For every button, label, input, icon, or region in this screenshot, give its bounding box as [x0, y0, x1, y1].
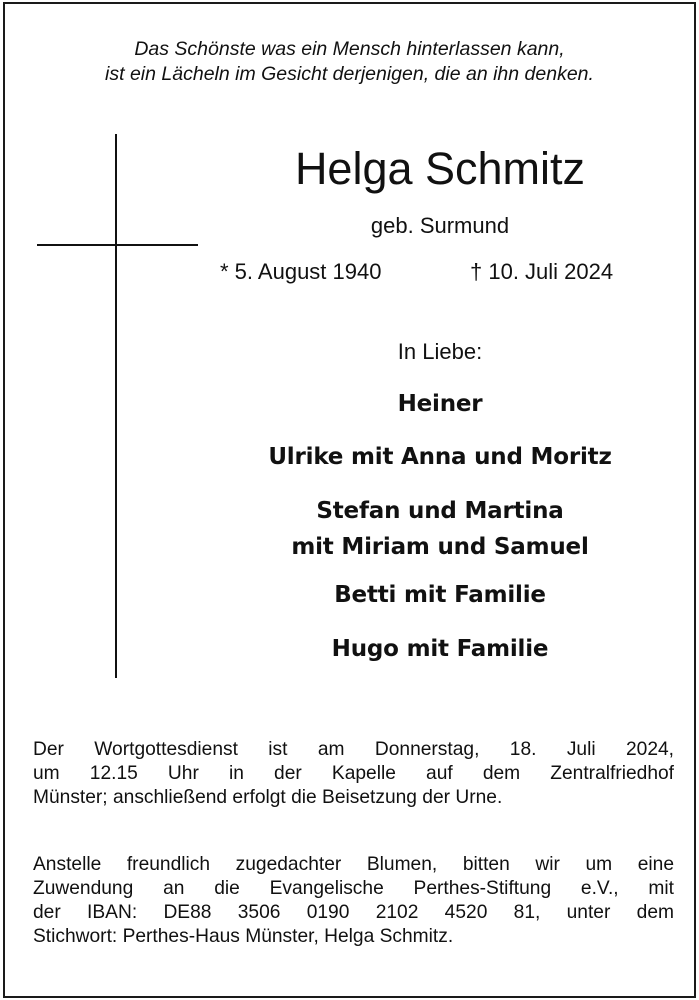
quote-line-2: ist ein Lächeln im Gesicht derjenigen, die an ihn denken.	[105, 63, 594, 85]
donation-paragraph	[33, 853, 674, 949]
birth-date: * 5. August 1940	[220, 259, 382, 284]
mourner-line: Hugo mit Familie	[331, 636, 549, 662]
mourner-line: Stefan und Martina	[316, 498, 564, 524]
donation-line: Anstelle freundlich zugedachter Blumen, bitten wir um eine	[33, 854, 674, 875]
service-line: Münster; anschließend erfolgt die Beisetzung der Urne.	[33, 787, 503, 808]
mourner-line: Betti mit Familie	[334, 582, 546, 608]
donation-line: Zuwendung an die Evangelische Perthes-Stiftung e.V., mit	[33, 878, 674, 899]
mourner-line: Heiner	[397, 391, 483, 417]
mourner-line: Ulrike mit Anna und Moritz	[268, 444, 612, 470]
quote-line-1: Das Schönste was ein Mensch hinterlassen kann,	[134, 38, 565, 60]
donation-line: Stichwort: Perthes-Haus Münster, Helga Schmitz.	[33, 926, 454, 947]
memorial-quote	[0, 37, 699, 87]
maiden-name: geb. Surmund	[370, 213, 510, 238]
death-date: † 10. Juli 2024	[470, 259, 614, 284]
donation-line: der IBAN: DE88 3506 0190 2102 4520 81, unter dem	[33, 902, 674, 923]
mourners-intro: In Liebe:	[397, 339, 483, 364]
cross-vertical-bar	[115, 134, 117, 678]
deceased-name: Helga Schmitz	[294, 143, 586, 194]
service-line: Der Wortgottesdienst ist am Donnerstag, 18. Juli 2024,	[33, 739, 674, 760]
service-paragraph	[33, 738, 674, 810]
service-line: um 12.15 Uhr in der Kapelle auf dem Zentralfriedhof	[33, 763, 674, 784]
mourner-line: mit Miriam und Samuel	[291, 534, 589, 560]
cross-horizontal-bar	[37, 244, 198, 246]
